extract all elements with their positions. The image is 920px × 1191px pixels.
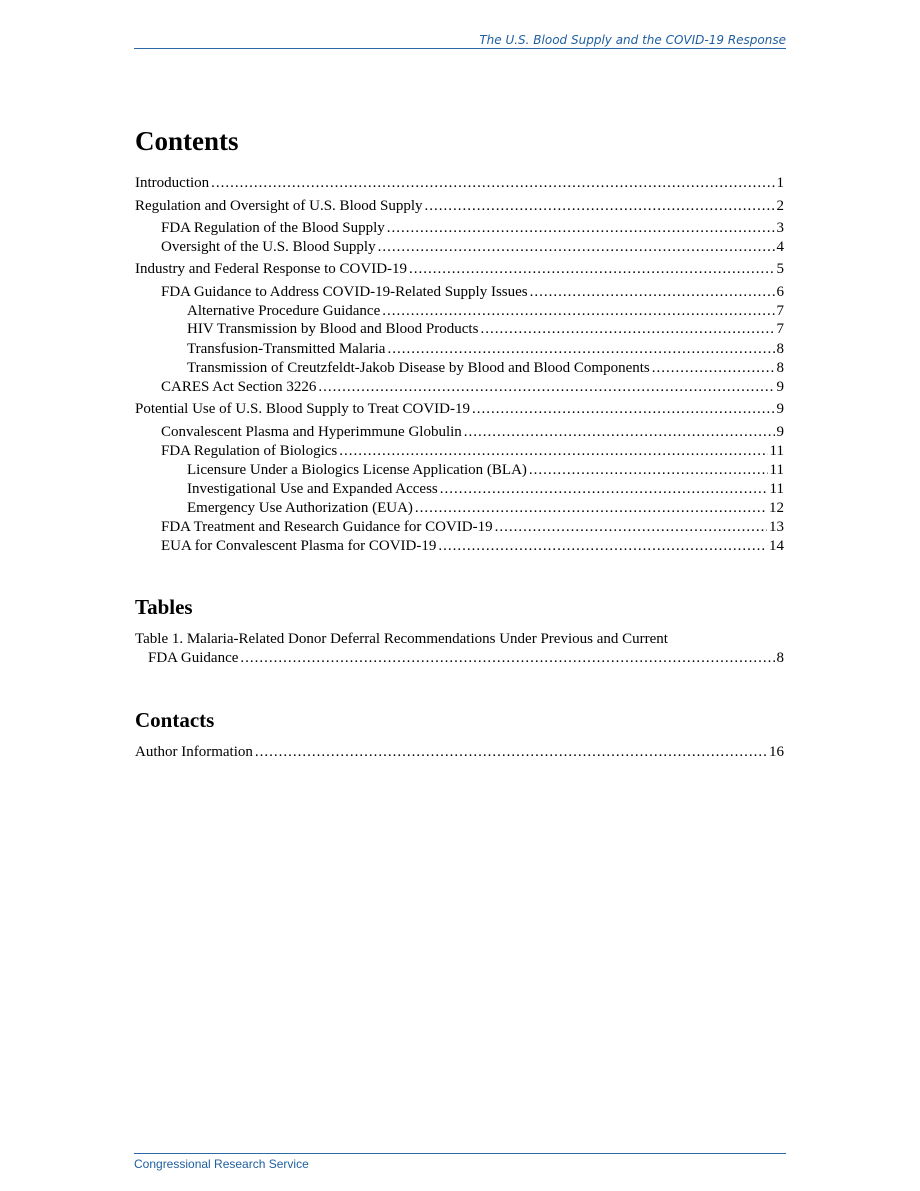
toc-label: CARES Act Section 3226 bbox=[161, 379, 317, 395]
toc-page: 9 bbox=[776, 424, 784, 440]
toc-page: 6 bbox=[776, 284, 784, 300]
toc-entry-industry-federal-response[interactable] bbox=[135, 260, 784, 279]
toc-page: 1 bbox=[776, 175, 784, 191]
toc-entry-oversight-blood[interactable] bbox=[161, 238, 784, 257]
toc-page: 2 bbox=[776, 198, 784, 214]
dot-leader bbox=[387, 219, 775, 238]
dot-leader bbox=[464, 423, 775, 442]
running-title: The U.S. Blood Supply and the COVID-19 Response bbox=[479, 33, 786, 47]
toc-page: 7 bbox=[776, 303, 784, 319]
toc-label: HIV Transmission by Blood and Blood Products bbox=[187, 321, 479, 337]
toc-page: 4 bbox=[776, 239, 784, 255]
dot-leader bbox=[480, 320, 774, 339]
table-entry-line1[interactable]: Table 1. Malaria-Related Donor Deferral Recommendations Under Previous and Current bbox=[135, 631, 668, 647]
contacts-heading: Contacts bbox=[135, 708, 215, 732]
toc-label: Investigational Use and Expanded Access bbox=[187, 481, 438, 497]
toc-label: Introduction bbox=[135, 175, 210, 191]
toc-entry-transfusion-malaria[interactable] bbox=[187, 340, 784, 359]
toc-page: 9 bbox=[776, 379, 784, 395]
dot-leader bbox=[387, 340, 774, 359]
toc-label: FDA Regulation of Biologics bbox=[161, 443, 338, 459]
dot-leader bbox=[339, 442, 767, 461]
dot-leader bbox=[382, 302, 774, 321]
dot-leader bbox=[530, 283, 775, 302]
toc-label: EUA for Convalescent Plasma for COVID-19 bbox=[161, 538, 437, 554]
toc-page: 8 bbox=[776, 341, 784, 357]
page-footer bbox=[134, 1153, 786, 1171]
toc-page: 5 bbox=[776, 261, 784, 277]
toc-label: Oversight of the U.S. Blood Supply bbox=[161, 239, 376, 255]
table-entry-1[interactable] bbox=[148, 649, 784, 668]
toc-label: Alternative Procedure Guidance bbox=[187, 303, 381, 319]
toc-page: 3 bbox=[776, 220, 784, 236]
dot-leader bbox=[438, 537, 767, 556]
toc-label: Emergency Use Authorization (EUA) bbox=[187, 500, 413, 516]
toc-label: Industry and Federal Response to COVID-19 bbox=[135, 261, 408, 277]
dot-leader bbox=[652, 359, 775, 378]
toc-entry-hiv-transmission[interactable] bbox=[187, 320, 784, 339]
dot-leader bbox=[378, 238, 775, 257]
toc-page: 11 bbox=[769, 443, 784, 459]
toc-label: FDA Treatment and Research Guidance for COVID-19 bbox=[161, 519, 493, 535]
contents-heading: Contents bbox=[135, 126, 239, 156]
toc-entry-cjd-transmission[interactable] bbox=[187, 359, 784, 378]
toc-entry-fda-regulation-blood[interactable] bbox=[161, 219, 784, 238]
toc-label: FDA Regulation of the Blood Supply bbox=[161, 220, 385, 236]
toc-page: 8 bbox=[776, 360, 784, 376]
dot-leader bbox=[425, 197, 775, 216]
dot-leader bbox=[472, 400, 774, 419]
toc-entry-eua-convalescent-plasma[interactable] bbox=[161, 537, 784, 556]
toc-entry-fda-regulation-biologics[interactable] bbox=[161, 442, 784, 461]
toc-entry-cares-act[interactable] bbox=[161, 378, 784, 397]
dot-leader bbox=[409, 260, 774, 279]
dot-leader bbox=[255, 743, 767, 762]
toc-entry-fda-guidance-supply[interactable] bbox=[161, 283, 784, 302]
dot-leader bbox=[415, 499, 767, 518]
toc-page: 14 bbox=[769, 538, 784, 554]
toc-label: Author Information bbox=[135, 744, 253, 760]
toc-label: FDA Guidance bbox=[148, 650, 239, 666]
toc-page: 11 bbox=[769, 481, 784, 497]
running-header bbox=[134, 33, 786, 49]
dot-leader bbox=[240, 649, 774, 668]
tables-heading: Tables bbox=[135, 595, 193, 619]
toc-page: 8 bbox=[776, 650, 784, 666]
dot-leader bbox=[211, 174, 774, 193]
toc-label: Licensure Under a Biologics License Application (BLA) bbox=[187, 462, 527, 478]
toc-label: Regulation and Oversight of U.S. Blood Supply bbox=[135, 198, 423, 214]
toc-page: 12 bbox=[769, 500, 784, 516]
toc-page: 9 bbox=[776, 401, 784, 417]
toc-label: FDA Guidance to Address COVID-19-Related Supply Issues bbox=[161, 284, 528, 300]
toc-entry-introduction[interactable] bbox=[135, 174, 784, 193]
toc-entry-licensure-bla[interactable] bbox=[187, 461, 784, 480]
toc-page: 11 bbox=[769, 462, 784, 478]
dot-leader bbox=[495, 518, 767, 537]
dot-leader bbox=[529, 461, 768, 480]
toc-entry-alternative-procedure[interactable] bbox=[187, 302, 784, 321]
toc-page: 7 bbox=[776, 321, 784, 337]
toc-entry-author-information[interactable] bbox=[135, 743, 784, 762]
toc-label: Potential Use of U.S. Blood Supply to Treat COVID-19 bbox=[135, 401, 471, 417]
dot-leader bbox=[318, 378, 774, 397]
toc-label: Convalescent Plasma and Hyperimmune Globulin bbox=[161, 424, 462, 440]
toc-entry-investigational-use[interactable] bbox=[187, 480, 784, 499]
toc-label: Transfusion-Transmitted Malaria bbox=[187, 341, 386, 357]
toc-entry-fda-treatment-guidance[interactable] bbox=[161, 518, 784, 537]
footer-org: Congressional Research Service bbox=[134, 1157, 309, 1171]
toc-entry-regulation-oversight[interactable] bbox=[135, 197, 784, 216]
dot-leader bbox=[440, 480, 768, 499]
toc-page: 16 bbox=[769, 744, 784, 760]
toc-entry-convalescent-plasma[interactable] bbox=[161, 423, 784, 442]
toc-page: 13 bbox=[769, 519, 784, 535]
toc-entry-eua[interactable] bbox=[187, 499, 784, 518]
toc-entry-potential-use[interactable] bbox=[135, 400, 784, 419]
toc-label: Transmission of Creutzfeldt-Jakob Disease by Blood and Blood Components bbox=[187, 360, 650, 376]
